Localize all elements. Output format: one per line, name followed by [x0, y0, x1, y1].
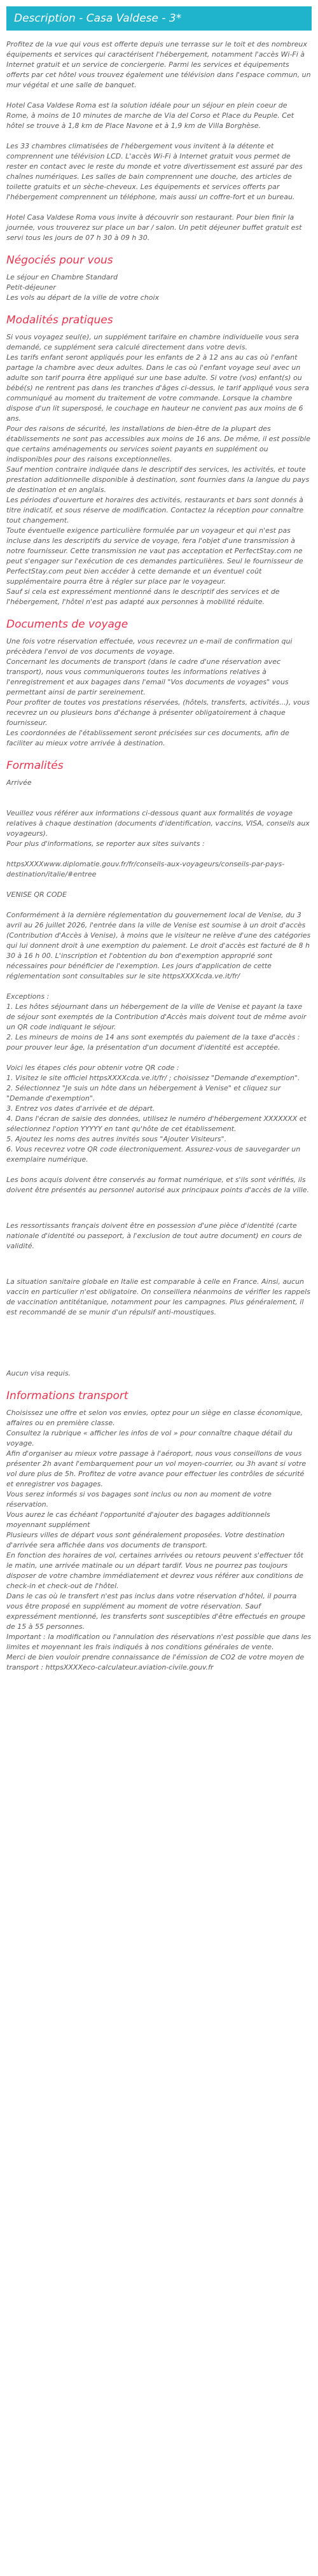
formalites-line: Pour plus d'informations, se reporter aux sites suivants :: [6, 840, 205, 848]
section-title-modalites: Modalités pratiques: [6, 314, 113, 327]
visa-text: Aucun visa requis.: [6, 1369, 71, 1377]
transport-line: Plusieurs villes de départ vous sont généralement proposées. Votre destination d'arrivée sera affichée dans vos documents de transport.: [6, 1531, 285, 1549]
section-title-formalites: Formalités: [6, 759, 64, 772]
negocies-item: Le séjour en Chambre Standard: [6, 273, 118, 281]
intro-paragraph-4: Hotel Casa Valdese Roma vous invite à découvrir son restaurant. Pour bien finir la journée, vous trouverez sur place un bar / salon. Un petit déjeuner buffet gratuit est servi tous les jours de 07 h 30 à 09 h 30.: [6, 213, 302, 242]
modalites-text: [6, 332, 312, 607]
formalites-text: [6, 778, 312, 1379]
documents-text: [6, 637, 312, 749]
transport-line: Afin d'organiser au mieux votre passage à l'aéroport, nous vous conseillons de vous présenter 2h avant l'embarquement pour un vol moyen-courrier, ou 3h avant si votre vol dure plus de 5h. Profitez de votre avance pour effectuer les contrôles de sécurité et enregistrer vos bagages.: [6, 1449, 307, 1488]
exceptions-title: Exceptions :: [6, 992, 50, 1001]
modalites-line: Sauf mention contraire indiquée dans le descriptif des services, les activités, et toute prestation additionnelle disponible à destination, sont fournies dans la langue du pays de destination et en anglais.: [6, 465, 310, 494]
formalites-line: Veuillez vous référer aux informations ci-dessous quant aux formalités de voyage relatives à chaque destination (documents d'identification, vaccins, VISA, conseils aux voyageurs).: [6, 809, 310, 838]
page-title: Description - Casa Valdese - 3*: [6, 6, 312, 31]
negocies-item: Petit-déjeuner: [6, 283, 56, 292]
modalites-line: Sauf si cela est expressément mentionné dans le descriptif des services et de l'hébergement, l'hôtel n'est pas adapté aux personnes à mobilité réduite.: [6, 588, 280, 606]
documents-line: Pour profiter de toutes vos prestations réservées, (hôtels, transferts, activités...), vous recevrez un ou plusieurs bons d'échange à présenter obligatoirement à chaque fournisseur.: [6, 698, 310, 727]
documents-line: Les coordonnées de l'établissement seront précisées sur ces documents, afin de faciliter au mieux votre arrivée à destination.: [6, 729, 289, 747]
modalites-line: Si vous voyagez seul(e), un supplément tarifaire en chambre individuelle vous sera demandé, ce supplément sera calculé directement dans votre devis.: [6, 333, 300, 351]
negocies-list: [6, 272, 312, 303]
etape-item: 1. Visitez le site officiel httpsXXXXcda.ve.it/fr/ ; choisissez "Demande d'exemption".: [6, 1074, 300, 1082]
arrivee-label: Arrivée: [6, 778, 32, 787]
modalites-line: Pour des raisons de sécurité, les installations de bien-être de la plupart des établissements ne sont pas accessibles aux moins de 16 ans. De même, il est possible que certains aménagements ou services soient payants en supplément ou indisponibles pour des raisons exceptionnelles.: [6, 425, 310, 463]
transport-line: Consultez la rubrique « afficher les infos de vol » pour connaître chaque détail du voyage.: [6, 1429, 293, 1447]
transport-line: Important : la modification ou l'annulation des réservations n'est possible que dans les limites et moyennant les frais indiqués à nos conditions générales de vente.: [6, 1633, 312, 1651]
transport-line: En fonction des horaires de vol, certaines arrivées ou retours peuvent s'effectuer tôt le matin, une arrivée matinale ou un départ tardif. Vous ne pourrez pas toujours disposer de votre chambre immédiatement et devrez vous référer aux conditions de check-in et check-out de l'hôtel.: [6, 1551, 303, 1590]
transport-line: Choisissez une offre et selon vos envies, optez pour un siège en classe économique, affaires ou en première classe.: [6, 1409, 303, 1427]
section-title-transport: Informations transport: [6, 1390, 128, 1402]
section-title-documents: Documents de voyage: [6, 618, 128, 631]
modalites-line: Toute éventuelle exigence particulière formulée par un voyageur et qui n'est pas incluse dans les descriptifs du service de voyage, fera l'objet d'une transmission à notre fournisseur. Cette transmission ne vaut pas acceptation et PerfectStay.com ne peut s'engager sur l'exécution de ces demandes particulières. Seul le fournisseur de PerfectStay.com peut bien accéder à cette demande et un éventuel coût supplémentaire pourra être à régler sur place par le voyageur.: [6, 526, 303, 586]
etape-item: 2. Sélectionnez "Je suis un hôte dans un hébergement à Venise" et cliquez sur "Demande d'exemption".: [6, 1084, 281, 1102]
etape-item: 6. Vous recevrez votre QR code électroniquement. Assurez-vous de sauvegarder un exemplaire numérique.: [6, 1145, 301, 1164]
transport-line: Merci de bien vouloir prendre connaissance de l'émission de CO2 de votre moyen de transport : httpsXXXXeco-calculateur.aviation-civile.gouv.fr: [6, 1653, 305, 1672]
etapes-title: Voici les étapes clés pour obtenir votre QR code :: [6, 1064, 179, 1072]
formalites-line: Les ressortissants français doivent être en possession d'une pièce d'identité (carte nationale d'identité ou passeport, à l'exclusion de tout autre document) en cours de validité.: [6, 1221, 302, 1250]
venise-text: Conformément à la dernière réglementation du gouvernement local de Venise, du 3 avril au 26 juillet 2026, l'entrée dans la ville de Venise est soumise à un droit d'accès (Contribution d'Accès à Venise), à moins que le visiteur ne relève d'une des catégories qui lui donnent droit à une exemption du paiement. Le droit d'accès est facturé de 8 h 30 à 16 h 00. L'inscription et l'obtention du bon d'exemption approprié sont nécessaires pour bénéficier de l'exemption. Les jours d'application de cette réglementation sont consultables sur le site httpsXXXXcda.ve.it/fr/: [6, 911, 311, 980]
formalites-line: Les bons acquis doivent être conservés au format numérique, et s'ils sont vérifiés, ils doivent être présentés au personnel autorisé aux principaux points d'accès de la ville.: [6, 1176, 309, 1194]
negocies-item: Les vols au départ de la ville de votre choix: [6, 293, 160, 302]
intro-paragraph-1: Profitez de la vue qui vous est offerte depuis une terrasse sur le toit et des nombreux équipements et services qui caractérisent l'hébergement, notamment l'accès Wi-Fi à Internet gratuit et un service de conciergerie. Parmi les services et équipements offerts par cet hôtel vous trouvez également une télévision dans l'espace commun, un mur végétal et une salle de banquet.: [6, 40, 311, 89]
transport-line: Vous serez informés si vos bagages sont inclus ou non au moment de votre réservation.: [6, 1490, 272, 1509]
intro-paragraph-3: Les 33 chambres climatisées de l'hébergement vous invitent à la détente et comprennent une télévision LCD. L'accès Wi-Fi à Internet gratuit vous permet de rester en contact avec le reste du monde et votre divertissement est assuré par des chaînes numériques. Les salles de bain comprennent une douche, des articles de toilette gratuits et un sèche-cheveux. Les équipements et services offerts par l'hébergement comprennent un téléphone, mais aussi un coffre-fort et un bureau.: [6, 142, 303, 201]
exception-item: 1. Les hôtes séjournant dans un hébergement de la ville de Venise et payant la taxe de séjour sont exemptés de la Contribution d'Accès mais doivent tout de même avoir un QR code indiquant le séjour.: [6, 1003, 307, 1031]
etape-item: 3. Entrez vos dates d'arrivée et de départ.: [6, 1104, 155, 1113]
documents-line: Une fois votre réservation effectuée, vous recevrez un e-mail de confirmation qui précèdera l'envoi de vos documents de voyage.: [6, 637, 293, 656]
modalites-line: Les périodes d'ouverture et horaires des activités, restaurants et bars sont donnés à titre indicatif, et sous réserve de modification. Contactez la réception pour connaître tout changement.: [6, 496, 303, 524]
section-title-negocies: Négociés pour vous: [6, 254, 113, 267]
formalites-line: La situation sanitaire globale en Italie est comparable à celle en France. Ainsi, aucun vaccin en particulier n'est obligatoire. On conseillera néanmoins de vérifier les rappels de vaccination antitétanique, notamment pour les campagnes. Plus généralement, il est recommandé de se munir d'un répulsif anti-moustiques.: [6, 1277, 310, 1316]
transport-line: Dans le cas où le transfert n'est pas inclus dans votre réservation d'hôtel, il pourra vous être proposé en supplément au moment de votre réservation. Sauf expressément mentionné, les transferts sont susceptibles d'être effectués en groupe de 15 à 55 personnes.: [6, 1592, 306, 1631]
intro-paragraph-2: Hotel Casa Valdese Roma est la solution idéale pour un séjour en plein coeur de Rome, à moins de 10 minutes de marche de Via del Corso et Place du Peuple. Cet hôtel se trouve à 1,8 km de Place Navone et à 1,9 km de Villa Borghèse.: [6, 101, 294, 130]
exception-item: 2. Les mineurs de moins de 14 ans sont exemptés du paiement de la taxe d'accès : pour prouver leur âge, la présentation d'un document d'identité est acceptée.: [6, 1033, 300, 1052]
transport-line: Vous aurez le cas échéant l'opportunité d'ajouter des bagages additionnels moyennant supplément: [6, 1510, 270, 1529]
documents-line: Concernant les documents de transport (dans le cadre d'une réservation avec transport), nous vous communiquerons toutes les informations relatives à l'enregistrement et aux bagages dans l'email "Vos documents de voyages" vous permettant ainsi de partir sereinement.: [6, 658, 289, 696]
etape-item: 5. Ajoutez les noms des autres invités sous "Ajouter Visiteurs".: [6, 1135, 227, 1143]
venise-qr-title: VENISE QR CODE: [6, 890, 67, 899]
transport-text: [6, 1408, 312, 1673]
diplomatie-link[interactable]: httpsXXXXwww.diplomatie.gouv.fr/fr/conseils-aux-voyageurs/conseils-par-pays-destination/italie/#entree: [6, 860, 285, 878]
modalites-line: Les tarifs enfant seront appliqués pour les enfants de 2 à 12 ans au cas où l'enfant partage la chambre avec deux adultes. Dans le cas où l'enfant voyage seul avec un adulte son tarif pourra être appliqué sur une base adulte. Si votre (vos) enfant(s) ou bébé(s) ne rentrent pas dans les tranches d'âges ci-dessus, le tarif appliqué vous sera communiqué au moment du traitement de votre commande. Lorsque la chambre dispose d'un lit supersposé, le couchage en hauteur ne convient pas aux moins de 6 ans.: [6, 353, 309, 423]
etape-item: 4. Dans l'écran de saisie des données, utilisez le numéro d'hébergement XXXXXXX et sélectionnez l'option YYYYY en tant qu'hôte de cet établissement.: [6, 1115, 307, 1133]
